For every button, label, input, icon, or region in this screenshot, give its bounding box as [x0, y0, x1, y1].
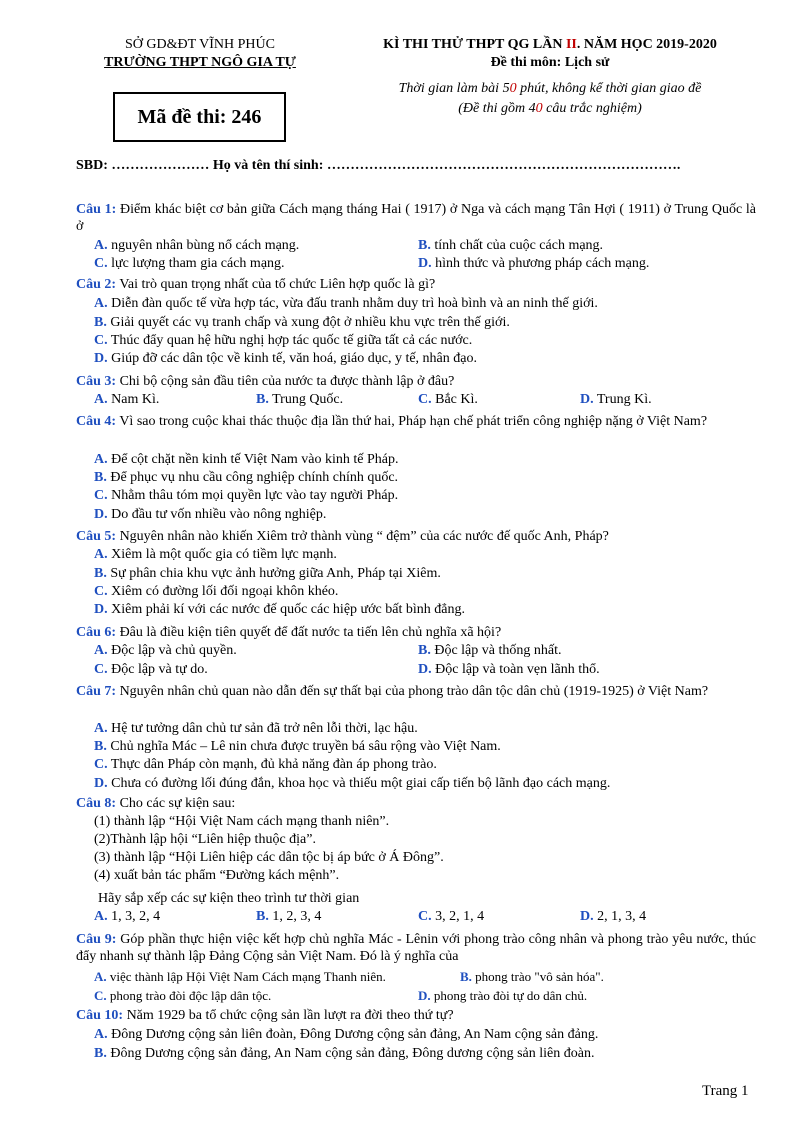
- exam-title: KÌ THI THỬ THPT QG LẦN II. NĂM HỌC 2019-2020: [383, 37, 717, 52]
- q6-option-a: A. Độc lập và chủ quyền.: [94, 643, 237, 658]
- q4-option-c: C. Nhằm thâu tóm mọi quyền lực vào tay người Pháp.: [94, 488, 399, 503]
- q3-option-a: A. Nam Kì.: [94, 392, 160, 407]
- exam-code-box: [113, 92, 286, 142]
- q8-event-2: (2)Thành lập hội “Liên hiệp thuộc địa”.: [94, 832, 316, 847]
- q6-option-d: D. Độc lập và toàn vẹn lãnh thổ.: [418, 662, 600, 677]
- q2-option-d: D. Giúp đỡ các dân tộc về kinh tế, văn hoá, giáo dục, y tế, nhân đạo.: [94, 351, 477, 366]
- q6-option-c: C. Độc lập và tự do.: [94, 662, 208, 677]
- school-name: TRƯỜNG THPT NGÔ GIA TỰ: [104, 55, 296, 70]
- q8-event-4: (4) xuất bản tác phẩm “Đường kách mệnh”.: [94, 868, 340, 883]
- department-name: SỞ GD&ĐT VĨNH PHÚC: [124, 37, 275, 52]
- q7-option-c: C. Thực dân Pháp còn mạnh, đủ khả năng đàn áp phong trào.: [94, 757, 437, 772]
- q9-option-a: A. việc thành lập Hội Việt Nam Cách mạng Thanh niên.: [94, 969, 386, 984]
- q7-option-b: B. Chủ nghĩa Mác – Lê nin chưa được truyền bá sâu rộng vào Việt Nam.: [94, 739, 501, 754]
- question-3: Câu 3: Chi bộ cộng sản đầu tiên của nước ta được thành lập ở đâu?: [76, 374, 455, 389]
- q7-option-d: D. Chưa có đường lối đúng đắn, khoa học và thiếu một giai cấp tiến bộ lãnh đạo cách mạng.: [94, 776, 611, 791]
- q8-option-d: D. 2, 1, 3, 4: [580, 909, 647, 924]
- q5-option-b: B. Sự phân chia khu vực ảnh hưởng giữa Anh, Pháp tại Xiêm.: [94, 566, 441, 581]
- exam-duration: Thời gian làm bài 50 phút, không kể thời gian giao đề: [398, 81, 702, 96]
- exam-subject: Đề thi môn: Lịch sử: [490, 55, 610, 70]
- q8-event-1: (1) thành lập “Hội Việt Nam cách mạng thanh niên”.: [94, 814, 390, 829]
- q1-option-c: C. lực lượng tham gia cách mạng.: [94, 256, 285, 271]
- q8-option-a: A. 1, 3, 2, 4: [94, 909, 161, 924]
- q8-option-b: B. 1, 2, 3, 4: [256, 909, 322, 924]
- q8-prompt: Hãy sắp xếp các sự kiện theo trình tư thời gian: [98, 891, 360, 906]
- question-1: Câu 1: Điểm khác biệt cơ bản giữa Cách mạng tháng Hai ( 1917) ở Nga và cách mạng Tân Hợi ( 1911) ở Trung Quốc là ở: [76, 202, 757, 234]
- question-8: Câu 8: Cho các sự kiện sau:: [76, 796, 236, 811]
- q10-option-a: A. Đông Dương cộng sản liên đoàn, Đông Dương cộng sản đảng, An Nam cộng sản đảng.: [94, 1027, 599, 1042]
- student-info-line: SBD: ………………… Họ và tên thí sinh: ………………………………………………………………….: [76, 158, 681, 173]
- q9-option-b: B. phong trào "vô sản hóa".: [460, 969, 604, 984]
- q3-option-d: D. Trung Kì.: [580, 392, 652, 407]
- q10-option-b: B. Đông Dương cộng sản đảng, An Nam cộng sản đảng, Đông dương cộng sản liên đoàn.: [94, 1046, 595, 1061]
- q7-option-a: A. Hệ tư tưởng dân chủ tư sản đã trở nên lỗi thời, lạc hậu.: [94, 721, 418, 736]
- exam-code: Mã đề thi: 246: [137, 106, 262, 128]
- q5-option-c: C. Xiêm có đường lối đối ngoại khôn khéo.: [94, 584, 339, 599]
- q2-option-b: B. Giải quyết các vụ tranh chấp và xung đột ở nhiều khu vực trên thế giới.: [94, 315, 510, 330]
- question-5: Câu 5: Nguyên nhân nào khiến Xiêm trở thành vùng “ đệm” của các nước đế quốc Anh, Pháp?: [76, 529, 609, 544]
- q2-option-c: C. Thúc đẩy quan hệ hữu nghị hợp tác quốc tế giữa tất cả các nước.: [94, 333, 473, 348]
- q4-option-a: A. Để cột chặt nền kinh tế Việt Nam vào kinh tế Pháp.: [94, 452, 399, 467]
- q1-option-b: B. tính chất của cuộc cách mạng.: [418, 238, 604, 253]
- q9-option-d: D. phong trào đòi tự do dân chủ.: [418, 988, 588, 1003]
- q3-option-c: C. Bắc Kì.: [418, 392, 478, 407]
- q2-option-a: A. Diễn đàn quốc tế vừa hợp tác, vừa đấu tranh nhằm duy trì hoà bình và an ninh thế giới.: [94, 296, 598, 311]
- question-10: Câu 10: Năm 1929 ba tổ chức cộng sản lần lượt ra đời theo thứ tự?: [76, 1008, 454, 1023]
- question-7: Câu 7: Nguyên nhân chủ quan nào dẫn đến sự thất bại của phong trào dân tộc dân chủ (1919-1925) ở Việt Nam?: [76, 684, 709, 699]
- question-6: Câu 6: Đâu là điều kiện tiên quyết để đất nước ta tiến lên chủ nghĩa xã hội?: [76, 625, 502, 640]
- q6-option-b: B. Độc lập và thống nhất.: [418, 643, 562, 658]
- q5-option-d: D. Xiêm phải kí với các nước đế quốc các hiệp ước bất bình đẳng.: [94, 602, 465, 617]
- q1-option-a: A. nguyên nhân bùng nổ cách mạng.: [94, 238, 300, 253]
- q3-option-b: B. Trung Quốc.: [256, 392, 344, 407]
- q4-option-b: B. Để phục vụ nhu cầu công nghiệp chính chính quốc.: [94, 470, 399, 485]
- q9-option-c: C. phong trào đòi độc lập dân tộc.: [94, 988, 272, 1003]
- question-9: Câu 9: Góp phần thực hiện việc kết hợp chủ nghĩa Mác - Lênin với phong trào công nhân và phong trào yêu nước, thúc đẩy nhanh sự thành lập Đảng Cộng sản Việt Nam. Đó là ý nghĩa của: [76, 932, 757, 964]
- q1-option-d: D. hình thức và phương pháp cách mạng.: [418, 256, 650, 271]
- question-4: Câu 4: Vì sao trong cuộc khai thác thuộc địa lần thứ hai, Pháp hạn chế phát triển công nghiệp nặng ở Việt Nam?: [76, 414, 708, 429]
- question-count: (Đề thi gồm 40 câu trắc nghiệm): [458, 101, 642, 116]
- q5-option-a: A. Xiêm là một quốc gia có tiềm lực mạnh.: [94, 547, 337, 562]
- question-2: Câu 2: Vai trò quan trọng nhất của tổ chức Liên hợp quốc là gì?: [76, 277, 436, 292]
- q8-event-3: (3) thành lập “Hội Liên hiệp các dân tộc bị áp bức ở Á Đông”.: [94, 850, 444, 865]
- page-number: Trang 1: [702, 1083, 749, 1099]
- q4-option-d: D. Do đầu tư vốn nhiều vào nông nghiệp.: [94, 507, 327, 522]
- q8-option-c: C. 3, 2, 1, 4: [418, 909, 485, 924]
